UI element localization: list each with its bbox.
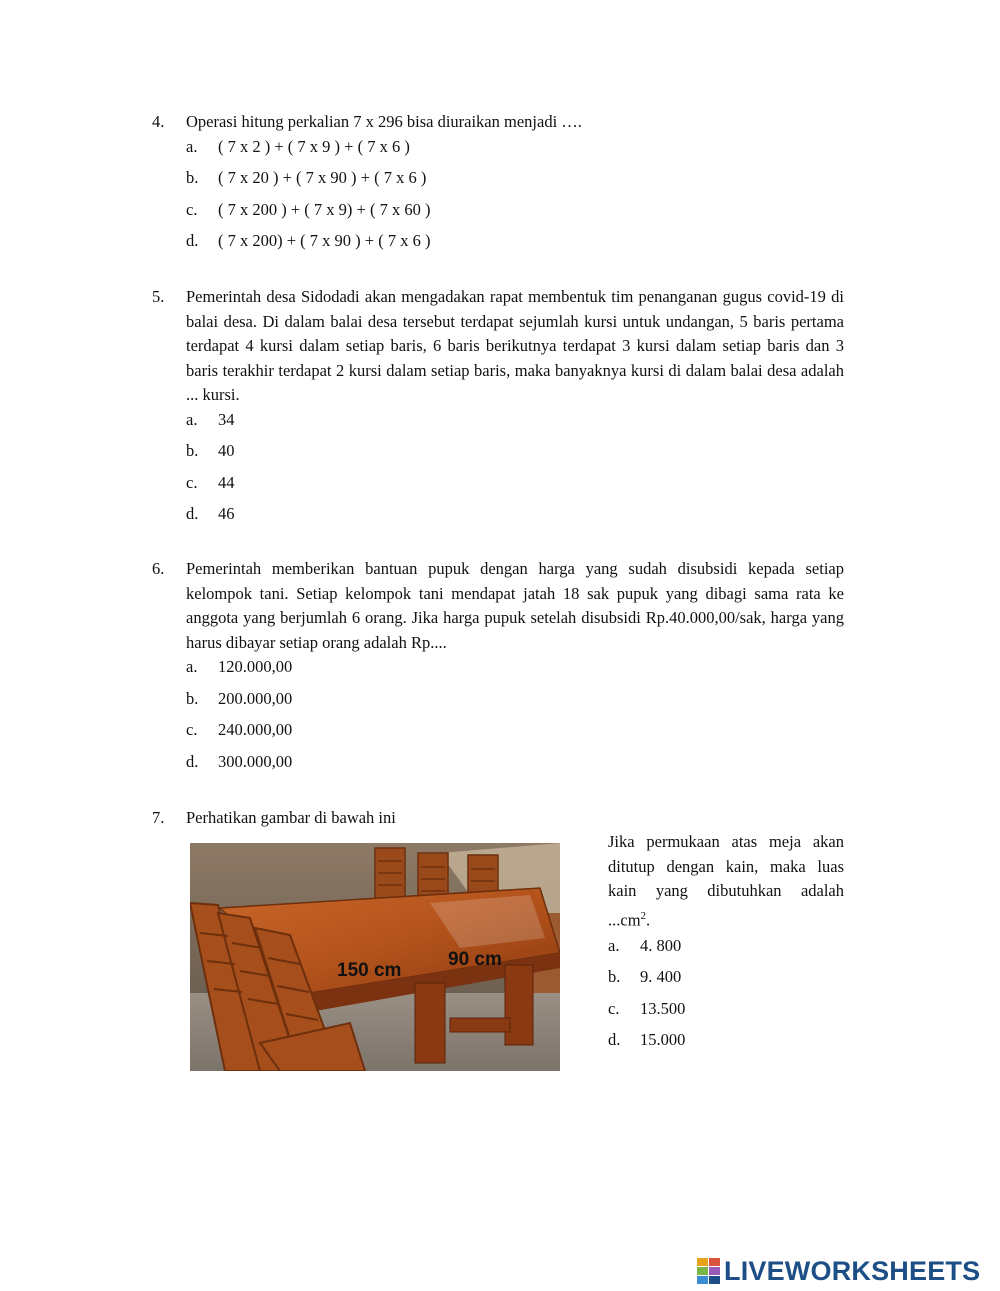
option-letter: d. [186,231,199,250]
prompt-text: Jika permukaan atas meja akan ditutup dengan kain, maka luas kain yang dibutuhkan adalah ...cm [608,832,844,929]
option-list [186,651,844,777]
option-c[interactable] [186,194,844,226]
option-value: ( 7 x 20 ) + ( 7 x 90 ) + ( 7 x 6 ) [218,168,427,187]
option-b[interactable] [186,683,844,715]
option-value: ( 7 x 200) + ( 7 x 90 ) + ( 7 x 6 ) [218,231,431,250]
option-c[interactable] [608,993,844,1025]
option-letter: a. [608,935,620,955]
option-value: 120.000,00 [218,657,293,676]
option-letter: b. [186,441,199,460]
option-value: 9. 400 [640,967,682,986]
brand-name: LIVEWORKSHEETS [724,1255,981,1286]
question-text: Pemerintah memberikan bantuan pupuk dengan harga yang sudah disubsidi kepada setiap kelompok tani. Setiap kelompok tani mendapat jatah 18 sak pupuk yang dibagi sama rata ke anggota yang berjumlah 6 orang. Jika harga pupuk setelah disubsidi Rp.40.000,00/sak, harga yang harus dibayar setiap orang adalah Rp.... [186,559,844,652]
question-4 [152,110,844,257]
option-value: 300.000,00 [218,751,293,771]
option-letter: a. [186,657,198,676]
option-value: 240.000,00 [218,720,293,739]
option-letter: b. [186,688,199,708]
table-photo [190,843,560,1071]
question-7-prompt [608,830,844,933]
option-value: 46 [218,504,235,523]
question-5 [152,285,844,530]
option-d[interactable] [186,746,844,778]
logo-icon [697,1258,721,1284]
width-label: 90 cm [448,949,502,970]
option-letter: c. [186,199,198,219]
option-b[interactable] [608,961,844,993]
question-text: Operasi hitung perkalian 7 x 296 bisa diuraikan menjadi …. [186,112,582,131]
option-letter: d. [186,751,199,771]
option-letter: c. [186,472,198,492]
option-list [608,930,844,1056]
option-a[interactable] [608,930,844,962]
option-value: 4. 800 [640,935,682,955]
question-7-side [608,830,844,1056]
question-number: 4. [152,112,165,131]
option-b[interactable] [186,162,844,194]
option-list [186,404,844,530]
option-letter: a. [186,409,198,429]
option-letter: a. [186,136,198,156]
option-letter: b. [608,967,621,986]
question-6 [152,557,844,777]
option-letter: c. [608,998,620,1018]
question-text: Pemerintah desa Sidodadi akan mengadakan rapat membentuk tim penanganan gugus covid-19 di balai desa. Di dalam balai desa tersebut terdapat sejumlah kursi untuk undangan, 5 baris pertama terdapat 4 kursi dalam setiap baris, 6 baris berikutnya terdapat 3 kursi dalam setiap baris dan 3 baris terakhir terdapat 2 kursi dalam setiap baris, maka banyaknya kursi di dalam balai desa adalah ... kursi. [186,287,844,404]
question-number: 7. [152,808,165,827]
option-value: 15.000 [640,1030,686,1049]
option-value: ( 7 x 2 ) + ( 7 x 9 ) + ( 7 x 6 ) [218,136,410,156]
option-c[interactable] [186,714,844,746]
option-a[interactable] [186,651,844,683]
option-list [186,131,844,257]
option-d[interactable] [186,498,844,530]
option-value: 200.000,00 [218,688,293,708]
question-number: 5. [152,287,165,306]
option-value: 34 [218,409,235,429]
option-value: ( 7 x 200 ) + ( 7 x 9) + ( 7 x 60 ) [218,199,431,219]
option-value: 44 [218,472,235,492]
option-d[interactable] [186,225,844,257]
prompt-superscript: 2 [640,909,647,922]
option-b[interactable] [186,435,844,467]
option-a[interactable] [186,404,844,436]
prompt-period: . [646,910,651,929]
option-value: 13.500 [640,998,686,1018]
option-a[interactable] [186,131,844,163]
length-label: 150 cm [337,960,402,981]
option-letter: d. [608,1030,621,1049]
option-c[interactable] [186,467,844,499]
table-illustration [190,843,560,1071]
question-text: Perhatikan gambar di bawah ini [186,808,396,827]
option-d[interactable] [608,1024,844,1056]
option-letter: b. [186,168,199,187]
option-value: 40 [218,441,235,460]
option-letter: d. [186,504,199,523]
option-letter: c. [186,720,198,739]
liveworksheets-logo[interactable] [697,1254,980,1288]
question-number: 6. [152,559,165,578]
question-7 [152,806,844,831]
